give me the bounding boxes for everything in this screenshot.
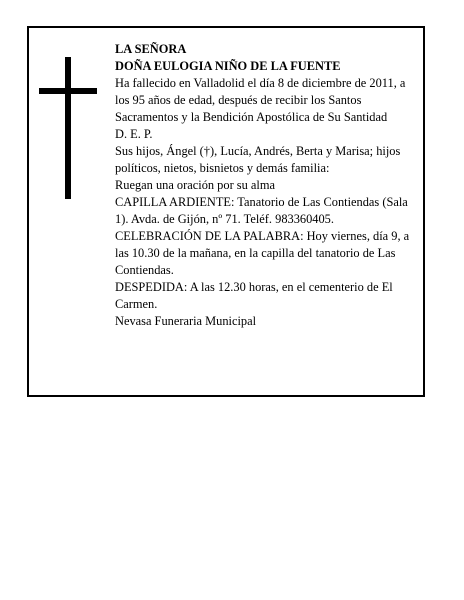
deceased-name: DOÑA EULOGIA NIÑO DE LA FUENTE [115, 59, 341, 73]
title-line-1: LA SEÑORA [115, 42, 187, 56]
prayer-request: Ruegan una oración por su alma [115, 178, 275, 192]
celebration-info: CELEBRACIÓN DE LA PALABRA: Hoy viernes, día 9, a las 10.30 de la mañana, en la capilla del tanatorio de Las Contiendas. [115, 229, 410, 277]
farewell-info: DESPEDIDA: A las 12.30 horas, en el cementerio de El Carmen. [115, 280, 393, 311]
rest-in-peace: D. E. P. [115, 127, 153, 141]
cross-horizontal-bar [39, 88, 97, 94]
obituary-notice [27, 26, 425, 397]
notice-text [115, 41, 415, 330]
cross-vertical-bar [65, 57, 71, 199]
family-text: Sus hijos, Ángel (†), Lucía, Andrés, Berta y Marisa; hijos políticos, nietos, bisnietos y demás familia: [115, 144, 401, 175]
chapel-info: CAPILLA ARDIENTE: Tanatorio de Las Contiendas (Sala 1). Avda. de Gijón, nº 71. Teléf. 983360405. [115, 195, 408, 226]
cross-icon [39, 57, 97, 199]
funeral-home: Nevasa Funeraria Municipal [115, 314, 257, 328]
death-announcement: Ha fallecido en Valladolid el día 8 de diciembre de 2011, a los 95 años de edad, después de recibir los Santos Sacramentos y la Bendición Apostólica de Su Santidad [115, 76, 406, 124]
